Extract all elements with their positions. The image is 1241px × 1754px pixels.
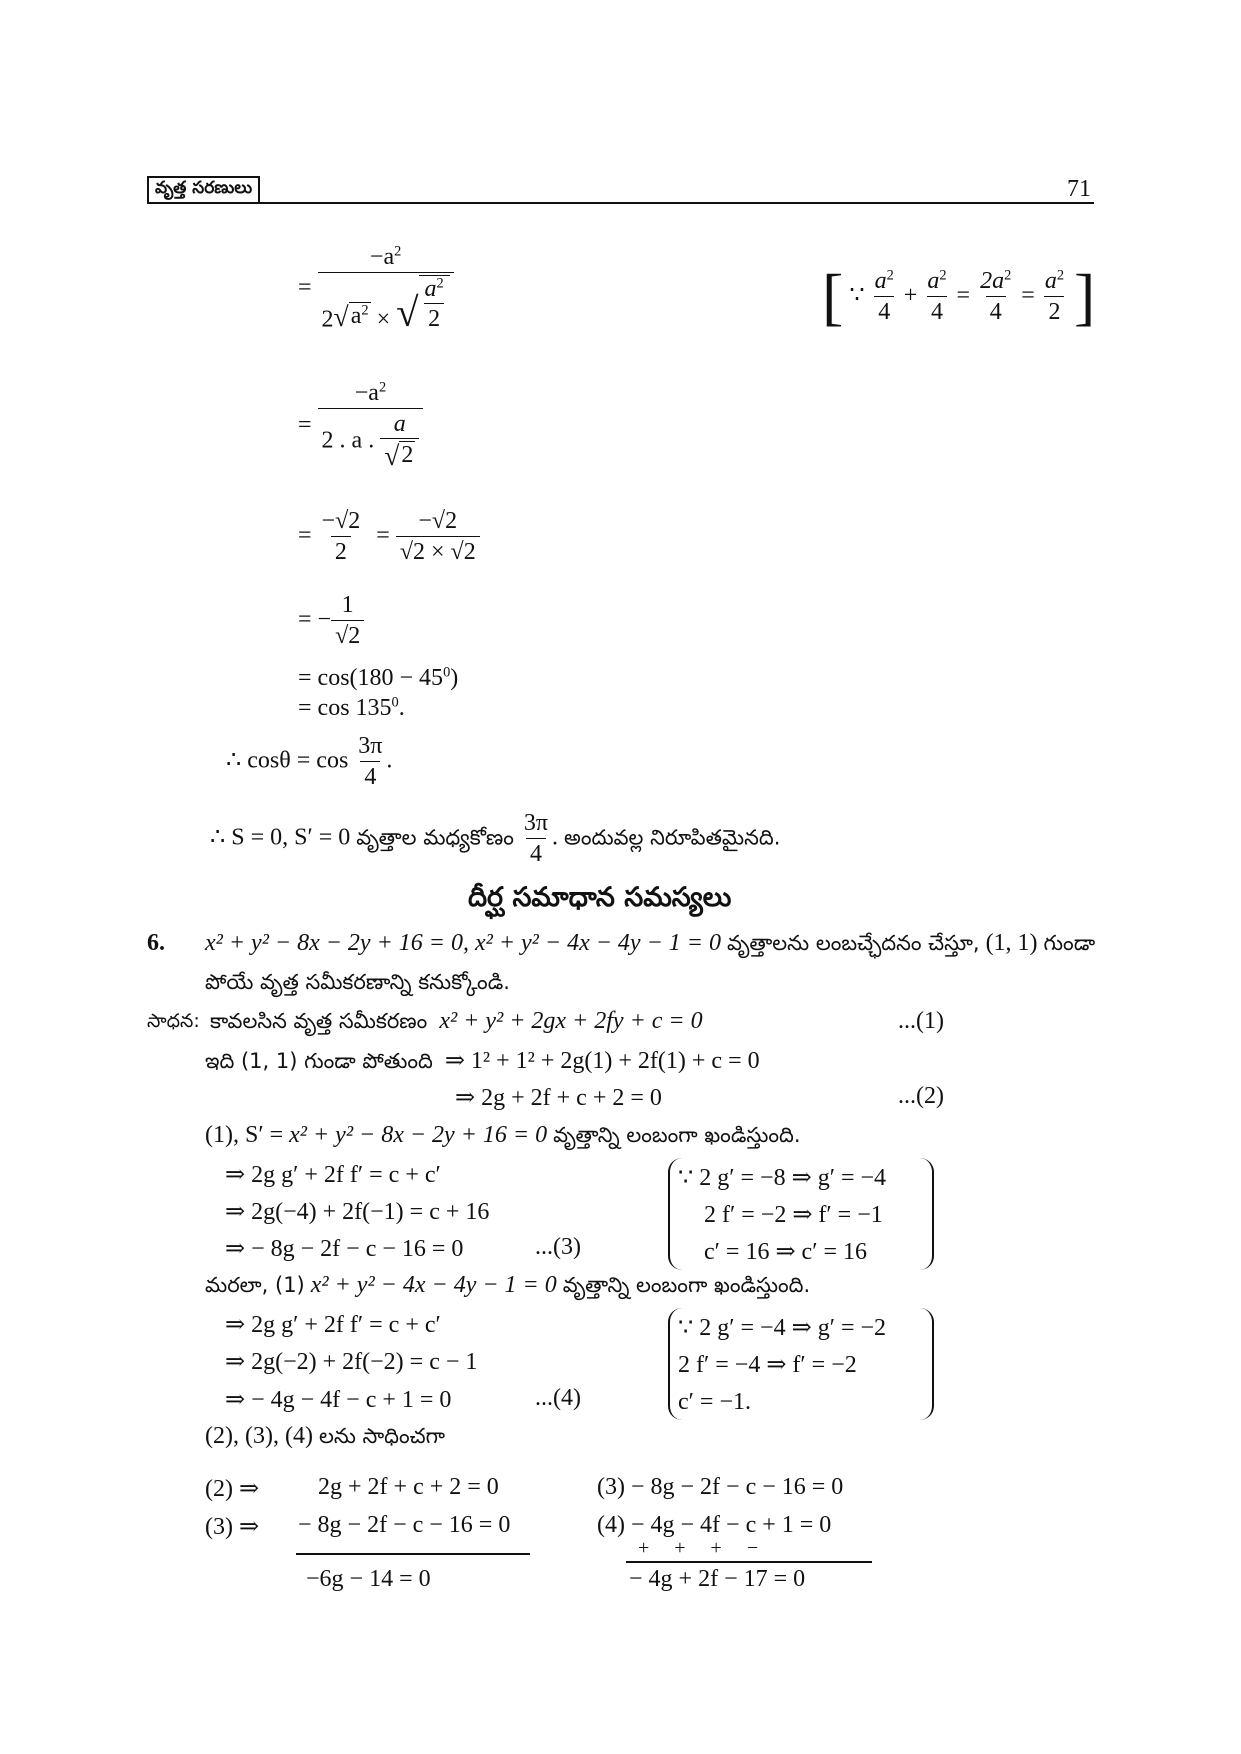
equation-tag-1: ...(1) [898, 1008, 944, 1034]
solution-label: సాధన: [147, 1010, 200, 1032]
conclusion: ∴ S = 0, S′ = 0 వృత్తాల మధ్యకోణం $\frac{3\pi}{4}$ . అందువల్ల నిరూపితమైనది. [210, 810, 781, 867]
solution-line-1: కావలసిన వృత్త సమీకరణం x² + y² + 2gx + 2fy + c = 0 [210, 1008, 703, 1034]
elim-right-a: (3) − 8g − 2f − c − 16 = 0 [597, 1474, 844, 1500]
solution-line-2: ఇది (1, 1) గుండా పోతుంది ⇒ 1² + 1² + 2g(1) + 2f(1) + c = 0 [205, 1048, 760, 1074]
step-5: = $\cos(180 - 45^0)$ [298, 664, 459, 691]
elim-right-signs: + + + − [638, 1537, 759, 1559]
elim-right-rule [626, 1561, 872, 1563]
step-6: = $\cos 135^0$. [298, 694, 405, 721]
solution-line-3: ⇒ 2g + 2f + c + 2 = 0 [455, 1085, 662, 1111]
solution-line-7: ⇒ − 8g − 2f − c − 16 = 0 [225, 1236, 464, 1262]
elim-left-b-label: (3) ⇒ [205, 1514, 260, 1540]
condition-box-1: ∵ 2 g′ = −8 ⇒ g′ = −4 2 f′ = −2 ⇒ f′ = −1 c′ = 16 ⇒ c′ = 16 [668, 1158, 934, 1270]
elim-left-result: −6g − 14 = 0 [306, 1566, 431, 1592]
step-4: = − $\frac{1}{√2}$ [298, 592, 364, 650]
condition-box-2: ∵ 2 g′ = −4 ⇒ g′ = −2 2 f′ = −4 ⇒ f′ = −2 c′ = −1. [668, 1308, 934, 1420]
step-7: ∴ cosθ = cos $\frac{3\pi}{4}$ . [226, 733, 393, 790]
equation-tag-3: ...(3) [535, 1234, 581, 1260]
chapter-title: వృత్త సరణులు [147, 176, 260, 204]
problem-number: 6. [147, 930, 165, 956]
solution-line-6: ⇒ 2g(−4) + 2f(−1) = c + 16 [225, 1199, 490, 1225]
equation-tag-4: ...(4) [535, 1385, 581, 1411]
solution-line-5: ⇒ 2g g′ + 2f f′ = c + c′ [225, 1162, 441, 1188]
step-1: = $-a^2$ 2 √ $a^2$ × √ $\frac{a^2}{2}$ [298, 244, 454, 334]
solution-line-8: మరలా, (1) x² + y² − 4x − 4y − 1 = 0 వృత్తాన్ని లంబంగా ఖండిస్తుంది. [205, 1272, 811, 1298]
elim-left-a-label: (2) ⇒ [205, 1476, 260, 1502]
solution-line-10: ⇒ 2g(−2) + 2f(−2) = c − 1 [225, 1349, 478, 1375]
elim-left-a: 2g + 2f + c + 2 = 0 [318, 1474, 499, 1500]
problem-line-1: x² + y² − 8x − 2y + 16 = 0, x² + y² − 4x − 4y − 1 = 0 వృత్తాలను లంబచ్ఛేదనం చేస్తూ, (1, 1) గుండా [205, 930, 1096, 956]
problem-line-2: పోయే వృత్త సమీకరణాన్ని కనుక్కోండి. [205, 970, 510, 994]
step-2: = $-a^2$ 2 . a . a √ 2 [298, 380, 423, 473]
elim-right-result: − 4g + 2f − 17 = 0 [629, 1566, 806, 1592]
side-note: [ ∵ $\frac{a^2}{4}$ + $\frac{a^2}{4}$ = $\frac{2a^2}{4}$ = $\frac{a^2}{2}$ ] [822, 261, 1096, 332]
solution-line-11: ⇒ − 4g − 4f − c + 1 = 0 [225, 1387, 452, 1413]
page-number: 71 [1067, 176, 1091, 202]
elim-left-rule [296, 1553, 530, 1555]
step-3: = $\frac{-√2}{2}$ = $\frac{-√2}{√2 \times √2}$ [298, 508, 480, 566]
solution-line-4: (1), S′ = x² + y² − 8x − 2y + 16 = 0 వృత్తాన్ని లంబంగా ఖండిస్తుంది. [205, 1122, 801, 1148]
elim-left-b: − 8g − 2f − c − 16 = 0 [298, 1512, 511, 1538]
elim-right-b: (4) − 4g − 4f − c + 1 = 0 [597, 1512, 832, 1538]
equation-tag-2: ...(2) [898, 1083, 944, 1109]
solution-line-12: (2), (3), (4) లను సాధించగా [205, 1423, 445, 1449]
section-title: దీర్ఘ సమాధాన సమస్యలు [468, 882, 732, 913]
header-rule [147, 202, 1094, 204]
solution-line-9: ⇒ 2g g′ + 2f f′ = c + c′ [225, 1312, 441, 1338]
